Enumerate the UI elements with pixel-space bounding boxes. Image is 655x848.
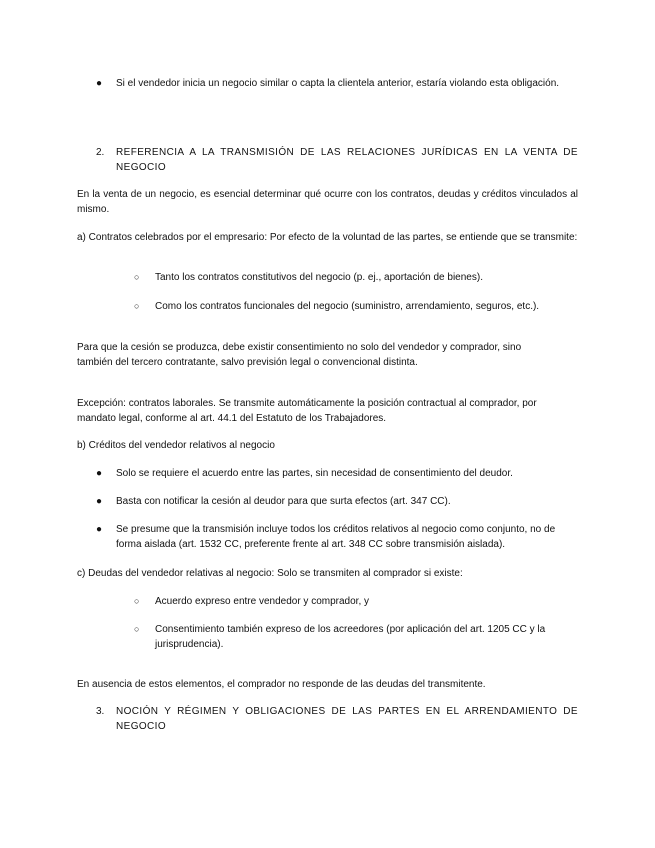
section-number: 2. bbox=[96, 147, 105, 158]
bullet-dot: ● bbox=[96, 78, 103, 89]
bullet-circle: ○ bbox=[134, 301, 140, 311]
bullet-dot: ● bbox=[96, 524, 103, 535]
bullet-circle: ○ bbox=[134, 624, 140, 634]
exception-paragraph: Excepción: contratos laborales. Se transmite automáticamente la posición contractual al comprador, por mandato legal, conforme al art. 44.1 del Estatuto de los Trabajadores. bbox=[77, 398, 537, 424]
section-number: 3. bbox=[96, 706, 105, 717]
list-item: Solo se requiere el acuerdo entre las partes, sin necesidad de consentimiento del deudor. bbox=[116, 468, 513, 479]
section-heading: NOCIÓN Y RÉGIMEN Y OBLIGACIONES DE LAS PARTES EN EL ARRENDAMIENTO DE NEGOCIO bbox=[116, 706, 578, 732]
section-heading: REFERENCIA A LA TRANSMISIÓN DE LAS RELACIONES JURÍDICAS EN LA VENTA DE NEGOCIO bbox=[116, 147, 578, 173]
debts-heading: c) Deudas del vendedor relativas al negocio: Solo se transmiten al comprador si existe: bbox=[77, 568, 463, 579]
absence-paragraph: En ausencia de estos elementos, el comprador no responde de las deudas del transmitente. bbox=[77, 679, 486, 690]
list-item: Se presume que la transmisión incluye todos los créditos relativos al negocio como conjunto, no de forma aislada (art. 1532 CC, preferente frente al art. 348 CC sobre transmisión aislada). bbox=[116, 524, 556, 550]
list-item: Como los contratos funcionales del negocio (suministro, arrendamiento, seguros, etc.). bbox=[155, 301, 540, 312]
cession-paragraph: Para que la cesión se produzca, debe existir consentimiento no solo del vendedor y comprador, sino también del tercero contratante, salvo previsión legal o convencional distinta. bbox=[77, 342, 522, 368]
intro-paragraph: En la venta de un negocio, es esencial determinar qué ocurre con los contratos, deudas y créditos vinculados al mismo. bbox=[77, 189, 578, 215]
contracts-heading: a) Contratos celebrados por el empresario: Por efecto de la voluntad de las partes, se entiende que se transmite: bbox=[77, 232, 578, 243]
credits-heading: b) Créditos del vendedor relativos al negocio bbox=[77, 440, 275, 451]
list-item: Consentimiento también expreso de los acreedores (por aplicación del art. 1205 CC y la jurisprudencia). bbox=[155, 624, 546, 650]
list-item: Acuerdo expreso entre vendedor y comprador, y bbox=[155, 596, 370, 607]
bullet-dot: ● bbox=[96, 496, 103, 507]
list-item: Basta con notificar la cesión al deudor para que surta efectos (art. 347 CC). bbox=[116, 496, 451, 507]
list-item: Tanto los contratos constitutivos del negocio (p. ej., aportación de bienes). bbox=[155, 272, 483, 283]
bullet-circle: ○ bbox=[134, 596, 140, 606]
bullet-circle: ○ bbox=[134, 272, 140, 282]
list-item: Si el vendedor inicia un negocio similar o capta la clientela anterior, estaría violando esta obligación. bbox=[116, 78, 560, 89]
bullet-dot: ● bbox=[96, 468, 103, 479]
